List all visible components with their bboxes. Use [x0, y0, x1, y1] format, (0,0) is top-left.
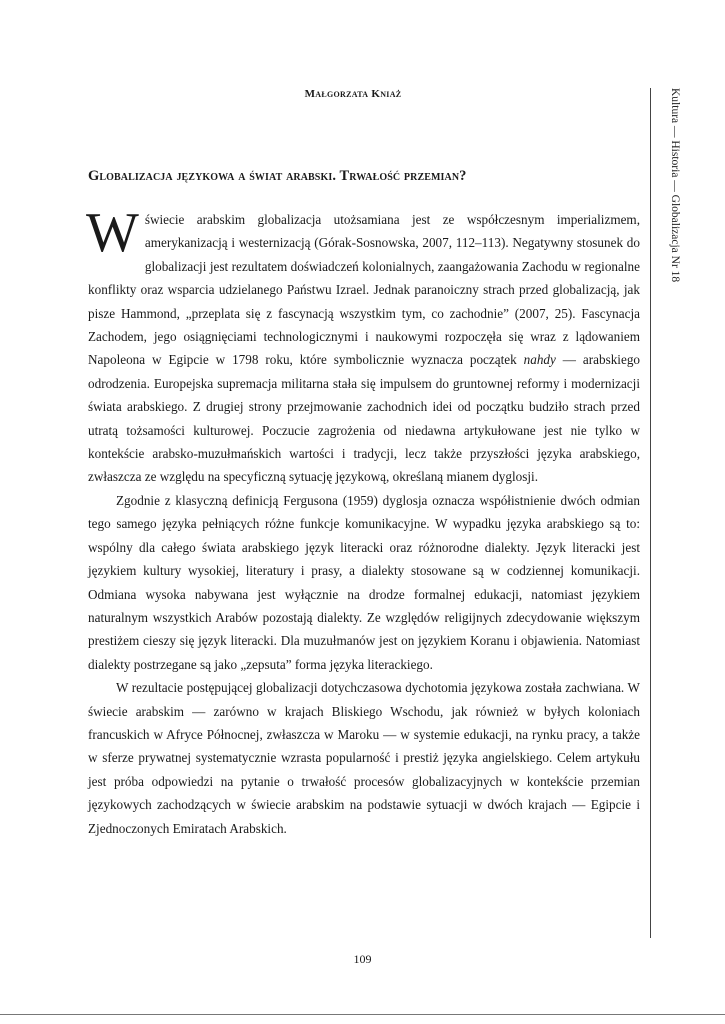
paragraph-3: W rezultacie postępującej globalizacji dotychczasowa dychotomia językowa została zachwiana. W świecie arabskim — zarówno w krajach Bliskiego Wschodu, jak również w byłych koloniach francuskich w Afryce Północnej, zwłaszcza w Maroku — w systemie edukacji, na rynku pracy, a także w sferze prywatnej systematycznie wzrasta popularność i prestiż języka angielskiego. Celem artykułu jest próba odpowiedzi na pytanie o trwałość procesów globalizacyjnych w kontekście przemian językowych zachodzących w świecie arabskim na podstawie sytuacji w dwóch krajach — Egipcie i Zjednoczonych Emiratach Arabskich.: [88, 680, 640, 836]
paragraph-1: [86, 202, 641, 489]
author-name: Małgorzata Kniaż: [304, 88, 402, 100]
page-edge-line: [0, 1014, 725, 1015]
paragraph-2: Zgodnie z klasyczną definicją Fergusona (1959) dyglosja oznacza współistnienie dwóch odmian tego samego języka pełniących różne funkcje komunikacyjne. W wypadku języka arabskiego są to: wspólny dla całego świata arabskiego język literacki oraz różnorodne dialekty. Język literacki jest językiem kultury wysokiej, literatury i prasy, a dialekty stosowane są w codziennej komunikacji. Odmiana wysoka nabywana jest wyłącznie na drodze formalnej edukacji, natomiast językiem naturalnym wszystkich Arabów pozostają dialekty. Ze względów religijnych zdecydowanie większym prestiżem cieszy się język literacki. Dla muzułmanów jest on językiem Koranu i objawienia. Natomiast dialekty postrzegane są jako „zepsuta” forma języka literackiego.: [88, 492, 640, 672]
page-number: 109: [353, 952, 372, 966]
italic-term: nahdy: [523, 352, 556, 368]
running-head: Kultura — Historia — Globalizacja Nr 18: [669, 88, 681, 283]
article-body: [86, 202, 641, 840]
paragraph-1-tail: — arabskiego odrodzenia. Europejska supremacja militarna stała się impulsem do gruntownej reformy i modernizacji świata arabskiego. Z drugiej strony przejmowanie zachodnich idei od początku budziło strach przed utratą tożsamości kulturowej. Poczucie zagrożenia od niedawna artykułowane jest nie tylko w kontekście arabsko-muzułmańskich wartości i tradycji, lecz także przyszłości języka arabskiego, zwłaszcza ze względu na specyficzną sytuację językową, określaną mianem dyglosji.: [88, 352, 641, 485]
drop-cap: W: [86, 202, 139, 264]
article-title: Globalizacja językowa a świat arabski. Trwałość przemian?: [88, 168, 467, 184]
paragraph-1-text: świecie arabskim globalizacja utożsamiana jest ze współczesnym imperializmem, amerykanizacją i westernizacją (Górak-Sosnowska, 2007, 112–113). Negatywny stosunek do globalizacji jest rezultatem doświadczeń kolonialnych, zaangażowania Zachodu w regionalne konflikty oraz wsparcia udzielanego Państwu Izrael. Jednak paranoiczny strach przed globalizacją, jak pisze Hammond, „przeplata się z fascynacją wszystkim tym, co zachodnie” (2007, 25). Fascynacja Zachodem, jego osiągnięciami technologicznymi i naukowymi rozpoczęła się wraz z lądowaniem Napoleona w Egipcie w 1798 roku, które symbolicznie wyznacza początek: [88, 212, 640, 368]
margin-rule: [650, 88, 651, 938]
